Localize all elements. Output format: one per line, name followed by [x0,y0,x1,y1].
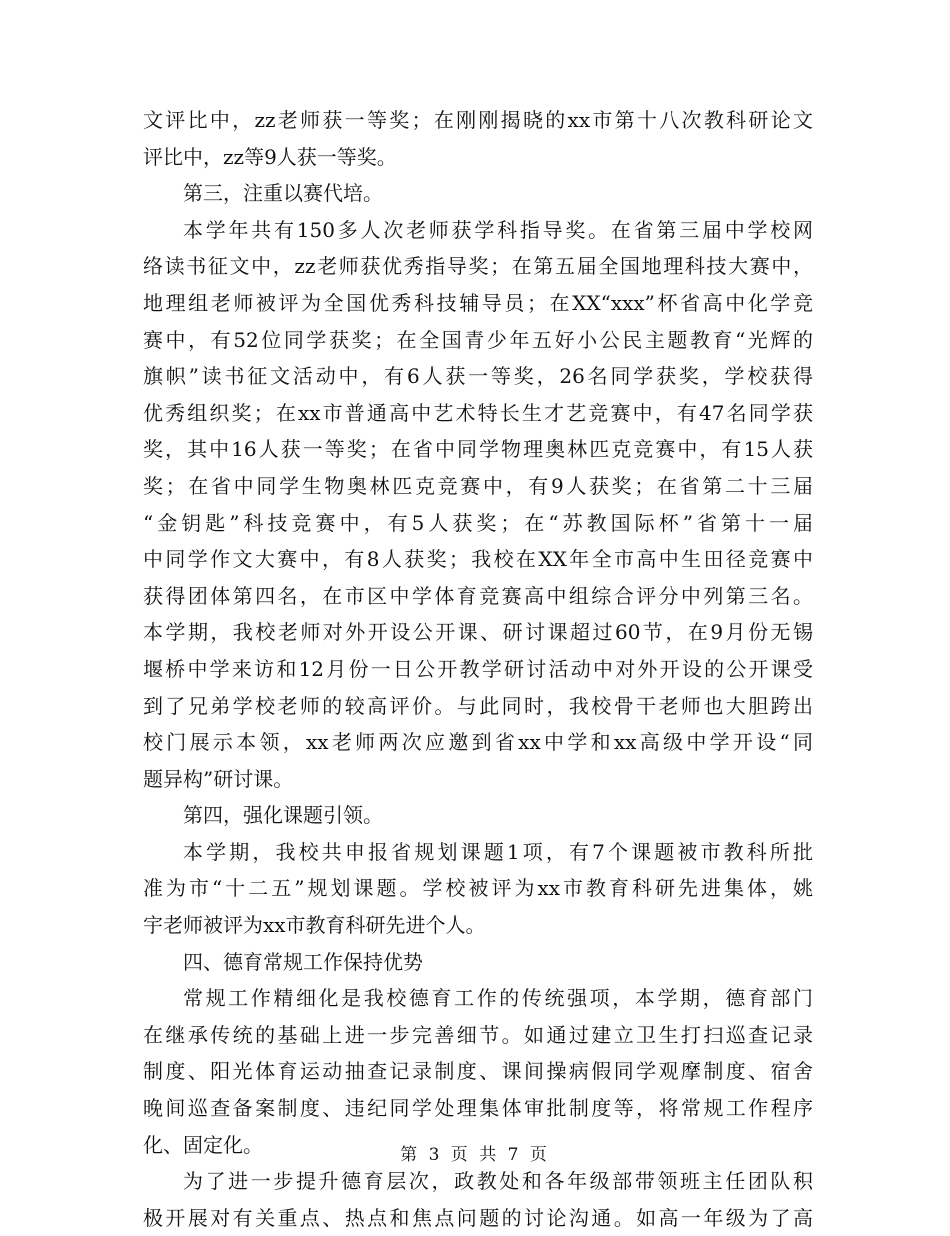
text-line: 赛中，有52位同学获奖；在全国青少年五好小公民主题教育“光辉的 [143,327,813,352]
text-line: “金钥匙”科技竞赛中，有5人获奖；在“苏教国际杯”省第十一届 [143,510,813,535]
text-line: 地理组老师被评为全国优秀科技辅导员；在XX“xxx”杯省高中化学竞 [143,290,813,315]
text-line: 中同学作文大赛中，有8人获奖；我校在XX年全市高中生田径竞赛中 [143,547,813,572]
text-line: 宇老师被评为xx市教育科研先进个人。 [143,913,486,938]
text-line: 极开展对有关重点、热点和焦点问题的讨论沟通。如高一年级为了高 [143,1205,813,1230]
text-line: 旗帜”读书征文活动中，有6人获一等奖，26名同学获奖，学校获得 [143,364,813,389]
text-line: 获得团体第四名，在市区中学体育竞赛高中组综合评分中列第三名。 [143,583,813,608]
text-line: 第四，强化课题引领。 [183,803,383,828]
text-line: 本学年共有150多人次老师获学科指导奖。在省第三届中学校网 [183,217,813,242]
text-line: 堰桥中学来访和12月份一日公开教学研讨活动中对外开设的公开课受 [143,656,813,681]
text-line: 到了兄弟学校老师的较高评价。与此同时，我校骨干老师也大胆跨出 [143,693,813,718]
text-line: 文评比中，zz老师获一等奖；在刚刚揭晓的xx市第十八次教科研论文 [143,108,813,132]
text-line: 准为市“十二五”规划课题。学校被评为xx市教育科研先进集体，姚 [143,876,813,901]
text-line: 本学期，我校共申报省规划课题1项，有7个课题被市教科所批 [183,839,813,864]
text-line: 优秀组织奖；在xx市普通高中艺术特长生才艺竞赛中，有47名同学获 [143,400,813,425]
text-line: 第三，注重以赛代培。 [183,181,383,206]
body-text [143,102,813,1236]
text-line: 为了进一步提升德育层次，政教处和各年级部带领班主任团队积 [183,1169,813,1194]
text-line: 奖；在省中同学生物奥林匹克竞赛中，有9人获奖；在省第二十三届 [143,473,813,498]
text-line: 奖，其中16人获一等奖；在省中同学物理奥林匹克竞赛中，有15人获 [143,437,813,462]
text-line: 题异构”研讨课。 [143,766,294,791]
text-line: 校门展示本领，xx老师两次应邀到省xx中学和xx高级中学开设“同 [143,730,813,755]
text-line: 评比中，zz等9人获一等奖。 [143,144,397,169]
text-line: 本学期，我校老师对外开设公开课、研讨课超过60节，在9月份无锡 [143,620,813,645]
text-line: 常规工作精细化是我校德育工作的传统强项，本学期，德育部门 [183,986,813,1011]
text-line: 制度、阳光体育运动抽查记录制度、课间操病假同学观摩制度、宿舍 [143,1059,813,1084]
page-footer: 第 3 页 共 7 页 [400,1145,550,1165]
text-line: 在继承传统的基础上进一步完善细节。如通过建立卫生打扫巡查记录 [143,1022,813,1047]
text-line: 晚间巡查备案制度、违纪同学处理集体审批制度等，将常规工作程序 [143,1096,813,1121]
text-line: 四、德育常规工作保持优势 [183,949,423,974]
text-line: 络读书征文中，zz老师获优秀指导奖；在第五届全国地理科技大赛中， [143,254,813,279]
text-line: 化、固定化。 [143,1132,263,1157]
